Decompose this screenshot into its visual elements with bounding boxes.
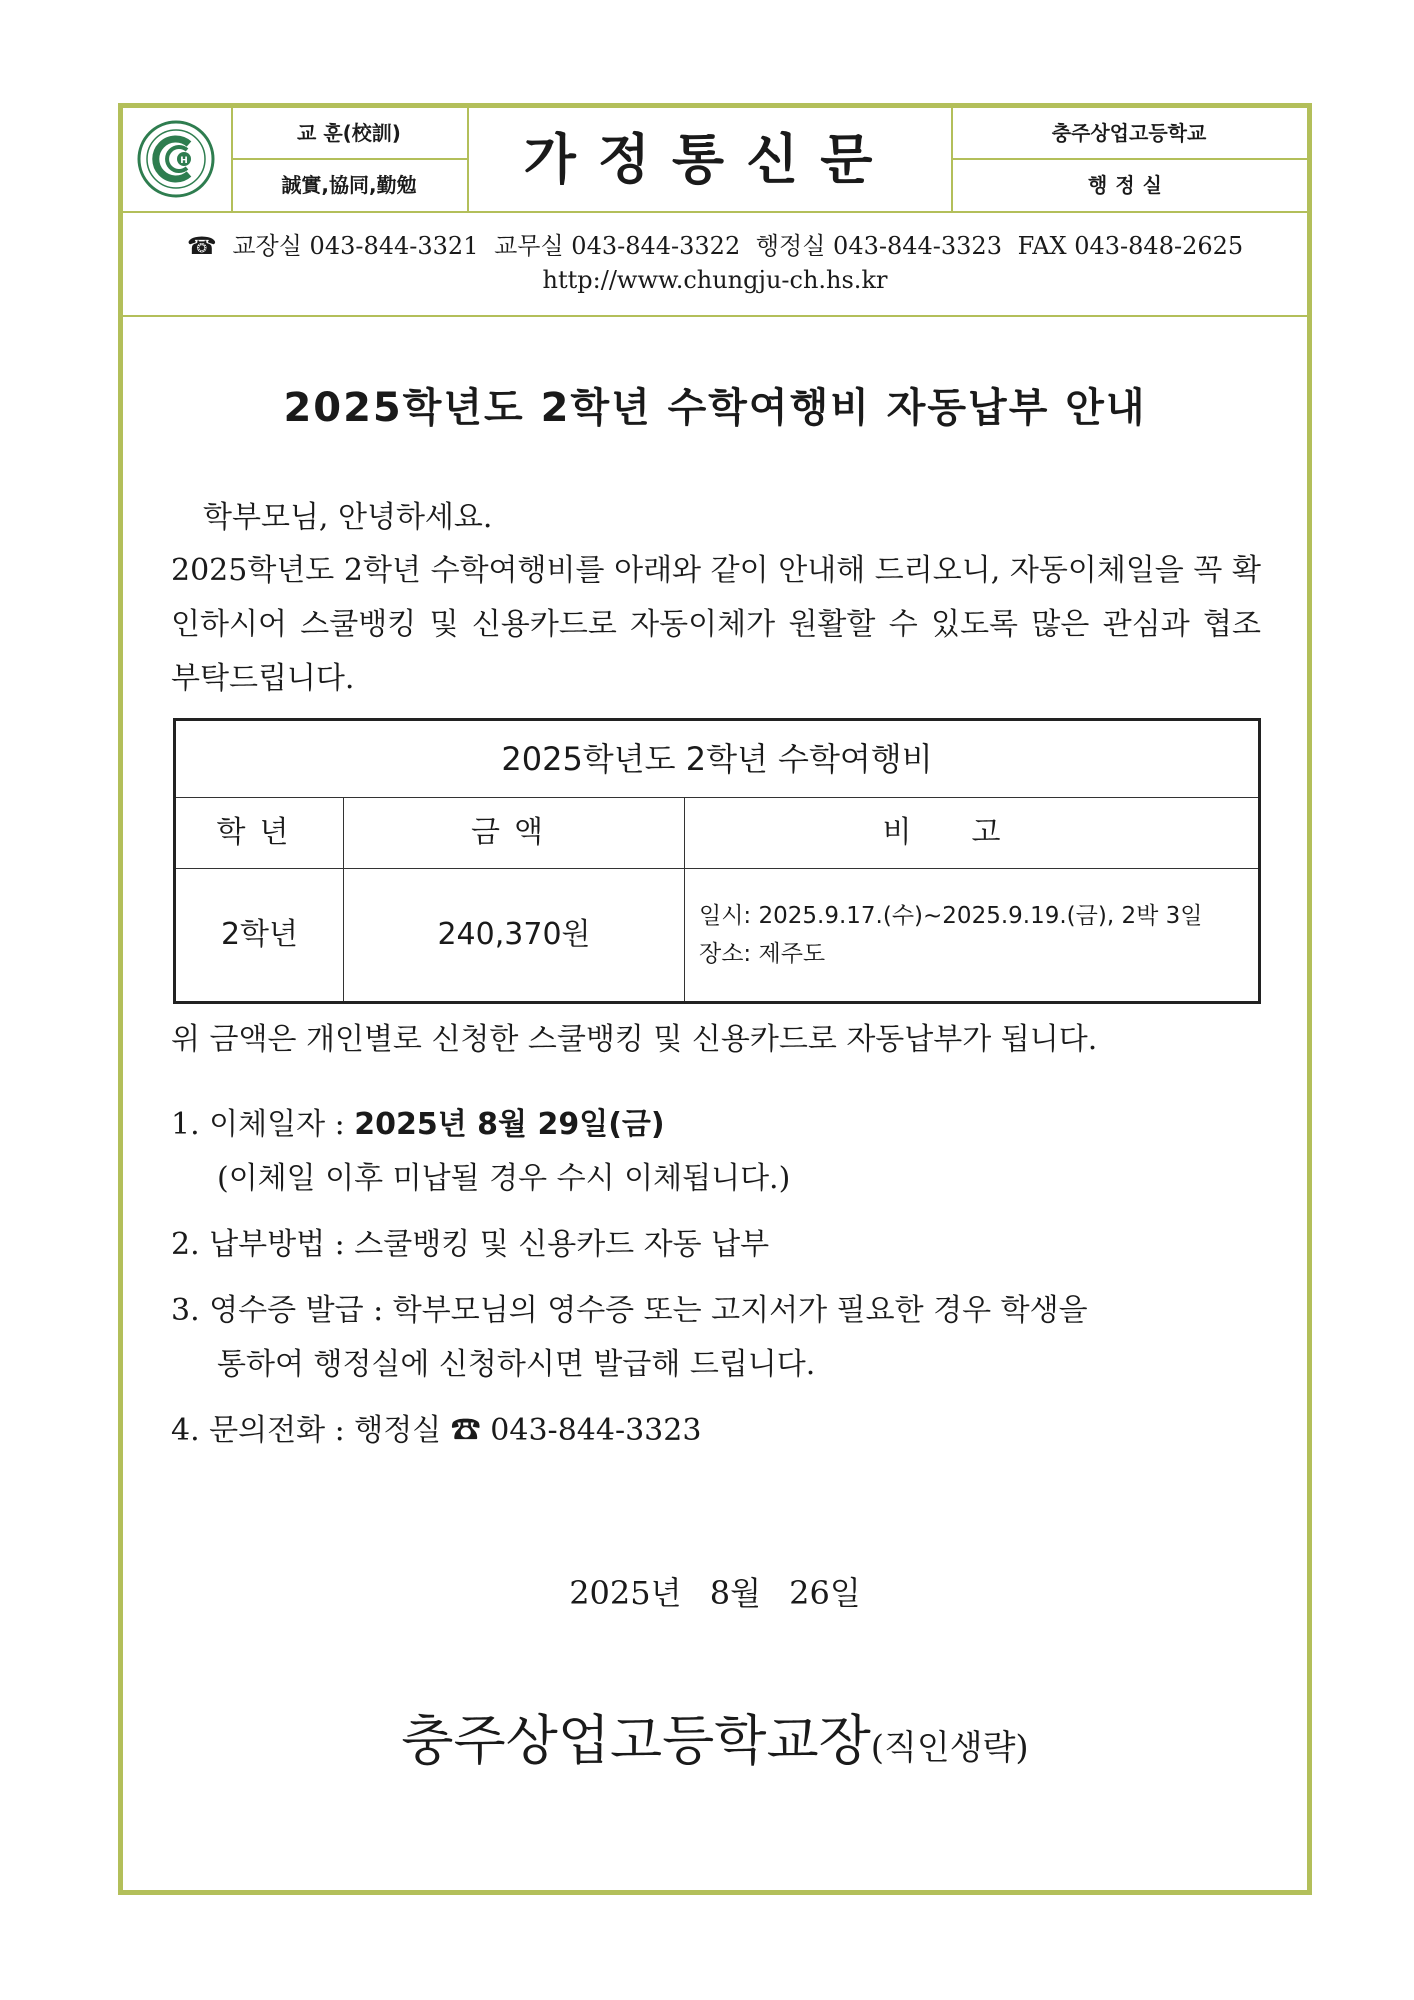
logo-cell bbox=[123, 108, 233, 211]
doc-type-title: 가정통신문 bbox=[467, 108, 953, 211]
signature-note: (직인생략) bbox=[870, 1728, 1029, 1768]
contact-info bbox=[123, 213, 1307, 317]
office-name: 행정실 bbox=[1088, 173, 1170, 197]
greeting: 학부모님, 안녕하세요. bbox=[203, 500, 493, 535]
signature bbox=[123, 1698, 1307, 1775]
item-extra: 통하여 행정실에 신청하시면 발급해 드립니다. bbox=[217, 1347, 816, 1382]
list-item bbox=[171, 1218, 1271, 1272]
table-caption: 2025학년도 2학년 수학여행비 bbox=[176, 721, 1258, 798]
item-label: 1. 이체일자 : bbox=[171, 1107, 355, 1142]
list-item bbox=[171, 1098, 1271, 1206]
item-extra: (이체일 이후 미납될 경우 수시 이체됩니다.) bbox=[217, 1161, 791, 1196]
page-title: 2025학년도 2학년 수학여행비 자동납부 안내 bbox=[283, 385, 1147, 431]
intro-paragraph: 2025학년도 2학년 수학여행비를 아래와 같이 안내해 드리오니, 자동이체일을 꼭 확인하시어 스쿨뱅킹 및 신용카드로 자동이체가 원활할 수 있도록 많은 관심과 협조 부탁드립니다. bbox=[171, 553, 1261, 696]
list-item bbox=[171, 1284, 1271, 1392]
letter-header bbox=[123, 108, 1307, 213]
admin-phone: 행정실 043-844-3323 bbox=[755, 232, 1002, 260]
motto-cell bbox=[231, 108, 469, 211]
inquiry-phone: 043-844-3323 bbox=[490, 1413, 702, 1448]
school-logo-icon bbox=[137, 120, 215, 198]
academic-phone: 교무실 043-844-3322 bbox=[494, 232, 741, 260]
info-list bbox=[171, 1098, 1271, 1470]
principal-phone: 교장실 043-844-3321 bbox=[232, 232, 479, 260]
item-label: 3. 영수증 발급 : 학부모님의 영수증 또는 고지서가 필요한 경우 학생을 bbox=[171, 1293, 1088, 1328]
document-frame bbox=[118, 103, 1312, 1895]
motto-text: 誠實,協同,勤勉 bbox=[281, 173, 417, 197]
phone-icon: ☎ bbox=[450, 1413, 481, 1448]
payment-note: 위 금액은 개인별로 신청한 스쿨뱅킹 및 신용카드로 자동납부가 됩니다. bbox=[171, 1022, 1098, 1057]
motto-title: 교 훈(校訓) bbox=[231, 108, 467, 160]
cell-note bbox=[685, 869, 1258, 1001]
trip-date: 일시: 2025.9.17.(수)~2025.9.19.(금), 2박 3일 bbox=[699, 903, 1203, 929]
school-url[interactable]: http://www.chungju-ch.hs.kr bbox=[542, 266, 888, 294]
fee-table bbox=[173, 718, 1261, 1004]
cell-amount: 240,370원 bbox=[344, 869, 685, 1001]
list-item bbox=[171, 1404, 1271, 1458]
table-row bbox=[176, 869, 1258, 1001]
cell-grade: 2학년 bbox=[176, 869, 344, 1001]
transfer-date: 2025년 8월 29일(금) bbox=[354, 1107, 665, 1142]
school-cell bbox=[951, 108, 1307, 211]
fax-number: FAX 043-848-2625 bbox=[1017, 232, 1244, 260]
table-header-row bbox=[176, 798, 1258, 869]
issue-date: 2025년 8월 26일 bbox=[569, 1574, 861, 1612]
signature-name: 충주상업고등학교장 bbox=[401, 1709, 871, 1772]
trip-place: 장소: 제주도 bbox=[699, 941, 826, 967]
header-note: 비고 bbox=[882, 815, 1061, 850]
header-amount: 금액 bbox=[344, 798, 685, 868]
svg-text:H: H bbox=[180, 156, 188, 166]
item-label: 2. 납부방법 : 스쿨뱅킹 및 신용카드 자동 납부 bbox=[171, 1227, 770, 1262]
header-grade: 학년 bbox=[176, 798, 344, 868]
school-name: 충주상업고등학교 bbox=[951, 108, 1307, 160]
item-label: 4. 문의전화 : 행정실 bbox=[171, 1413, 451, 1448]
phone-icon: ☎ bbox=[186, 232, 217, 260]
